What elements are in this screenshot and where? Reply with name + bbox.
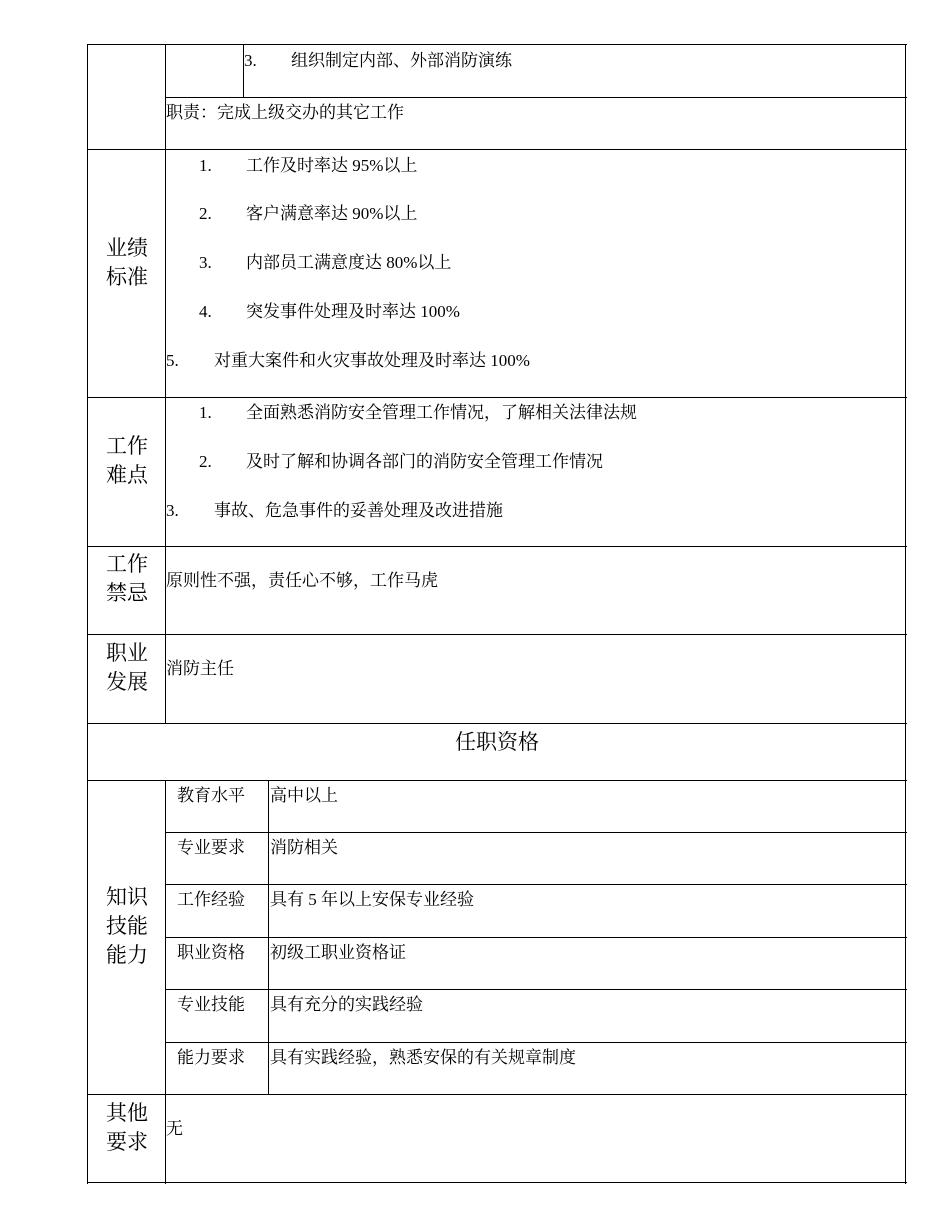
list-item-text: 工作及时率达 95%以上 [246, 156, 418, 175]
knowledge-key: 教育水平 [177, 786, 245, 805]
border-right [905, 44, 906, 1184]
list-item-text: 事故、危急事件的妥善处理及改进措施 [214, 501, 503, 520]
row-divider [165, 884, 907, 885]
row-divider [165, 1042, 907, 1043]
other-label: 其他 要求 [106, 1101, 148, 1154]
row-divider [87, 546, 907, 547]
row-divider [165, 97, 907, 98]
list-number: 5. [166, 351, 179, 370]
knowledge-key: 职业资格 [177, 943, 245, 962]
knowledge-key: 专业技能 [177, 995, 245, 1014]
list-number: 2. [199, 452, 212, 471]
row-divider [165, 937, 907, 938]
list-number: 2. [199, 204, 212, 223]
knowledge-value: 具有充分的实践经验 [270, 995, 423, 1014]
other-text: 无 [166, 1119, 183, 1138]
knowledge-value: 消防相关 [270, 838, 338, 857]
row-divider [87, 780, 907, 781]
row-divider [87, 397, 907, 398]
taboo-text: 原则性不强，责任心不够，工作马虎 [166, 571, 438, 590]
list-item-text: 对重大案件和火灾事故处理及时率达 100% [214, 351, 530, 370]
row-divider [87, 1094, 907, 1095]
career-label: 职业 发展 [106, 641, 148, 694]
list-item-text: 全面熟悉消防安全管理工作情况，了解相关法律法规 [246, 403, 637, 422]
list-number: 3. [199, 253, 212, 272]
list-item-text: 突发事件处理及时率达 100% [246, 302, 460, 321]
knowledge-value: 高中以上 [270, 786, 338, 805]
row-divider [87, 634, 907, 635]
difficulty-label: 工作 难点 [106, 434, 148, 487]
qualification-title: 任职资格 [455, 730, 539, 754]
knowledge-key: 能力要求 [177, 1048, 245, 1067]
list-item-text: 内部员工满意度达 80%以上 [246, 253, 452, 272]
knowledge-value: 初级工职业资格证 [270, 943, 406, 962]
border-bottom [87, 1182, 907, 1183]
list-item-text: 组织制定内部、外部消防演练 [291, 51, 512, 70]
list-number: 3. [166, 501, 179, 520]
knowledge-key: 专业要求 [177, 838, 245, 857]
list-number: 1. [199, 403, 212, 422]
knowledge-label: 知识 技能 能力 [106, 885, 148, 967]
row-divider [165, 989, 907, 990]
list-item-text: 及时了解和协调各部门的消防安全管理工作情况 [246, 452, 603, 471]
knowledge-key: 工作经验 [177, 890, 245, 909]
row-divider [87, 723, 907, 724]
list-item-text: 客户满意率达 90%以上 [246, 204, 418, 223]
taboo-label: 工作 禁忌 [106, 552, 148, 605]
career-text: 消防主任 [166, 659, 234, 678]
label-column-divider-upper [165, 44, 166, 724]
performance-label: 业绩 标准 [106, 236, 148, 289]
border-left [87, 44, 88, 1184]
knowledge-value: 具有 5 年以上安保专业经验 [270, 890, 474, 909]
row-divider [165, 832, 907, 833]
knowledge-value: 具有实践经验，熟悉安保的有关规章制度 [270, 1048, 576, 1067]
duty-other-text: 职责：完成上级交办的其它工作 [166, 103, 404, 122]
border-top [87, 44, 907, 45]
row-divider [87, 149, 907, 150]
list-number: 1. [199, 156, 212, 175]
list-number: 4. [199, 302, 212, 321]
list-number: 3. [244, 51, 257, 70]
